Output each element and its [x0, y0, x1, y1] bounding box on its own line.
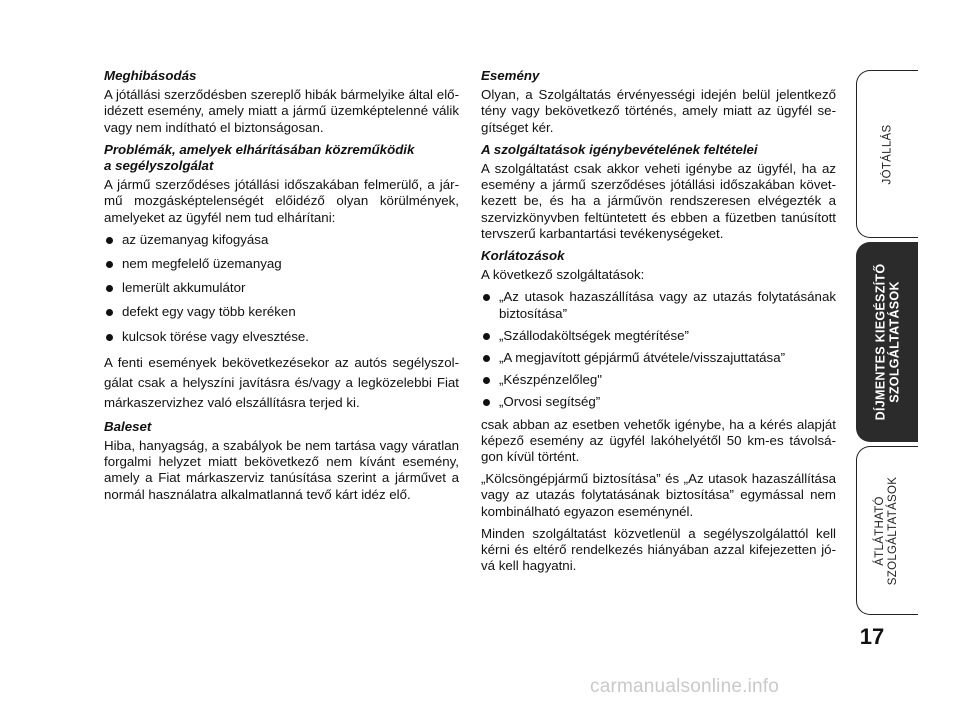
list-item: nem megfelelő üzemanyag: [104, 256, 459, 272]
chapter-tabs: [856, 70, 920, 615]
section-intro-korlatozasok: A következő szolgáltatások:: [481, 267, 645, 283]
bullet-icon: [106, 309, 113, 316]
bullet-icon: [106, 334, 113, 341]
right-column: [481, 68, 836, 580]
problem-list: [104, 232, 459, 345]
list-item: defekt egy vagy több keréken: [104, 304, 459, 320]
bullet-icon: [483, 399, 490, 406]
bullet-icon: [483, 333, 490, 340]
list-item: kulcsok törése vagy elvesztése.: [104, 329, 459, 345]
bullet-icon: [106, 237, 113, 244]
section-title-feltetelei: A szolgáltatások igénybevételének feltételei: [481, 141, 758, 157]
bullet-icon: [483, 355, 490, 362]
page-number: 17: [859, 624, 885, 649]
tab-dijmentes-szolgaltatasok[interactable]: [856, 242, 918, 442]
tab-jotallas[interactable]: [856, 70, 918, 238]
section-body-meghibasodas: A jótállási szerződésben szereplő hibák bármelyike által előidézett esemény, amely miatt a jármű üzemképtelenné válik vagy nem indítható el biztonságosan.: [104, 87, 459, 135]
section-after-problemak: A fenti események bekövetkezésekor az autós segélyszolgálat csak a helyszíni javításra és/vagy a legközelebbi Fiat márkaszervizhez való elszállításra terjed ki.: [104, 354, 459, 410]
section-title-korlatozasok: Korlátozások: [481, 248, 565, 264]
list-item: „Szállodaköltségek megtérítése”: [481, 328, 836, 344]
section-title-problemak: [104, 142, 459, 174]
left-column: [104, 68, 459, 509]
section-title-baleset: Baleset: [104, 418, 152, 434]
section-body-baleset: Hiba, hanyagság, a szabályok be nem tartása vagy váratlan forgalmi helyzet miatt bekövetkező nem kívánt esemény, amely a Fiat márkaszerviz tanúsítása szerint a járművet a normál használatra alkalmatlanná tevő kárt idéz elő.: [104, 438, 459, 502]
section-title-esemeny: Esemény: [481, 68, 540, 83]
list-item: „Készpénzelőleg": [481, 372, 836, 388]
section-body-problemak: A jármű szerződéses jótállási időszakában felmerülő, a jármű mozgásképtelenségét előidéző olyan körülmények, amelyeket az ügyfél nem tud elhárítani:: [104, 177, 459, 225]
korlatozasok-paragraph-2: „Kölcsöngépjármű biztosítása” és „Az utasok hazaszállítása vagy az utazás folytatásának biztosítása” egymással nem kombinálható egyazon eseménynél.: [481, 471, 836, 519]
tab-atlathato-label-line2: SZOLGÁLTATÁSOK: [887, 476, 900, 585]
list-item: az üzemanyag kifogyása: [104, 232, 459, 248]
section-title-problemak-line1: Problémák, amelyek elhárításában közreműködik: [104, 141, 415, 157]
list-item: „Orvosi segítség”: [481, 394, 836, 410]
bullet-icon: [483, 377, 490, 384]
bullet-icon: [106, 261, 113, 268]
watermark: carmanualsonline.info: [590, 676, 780, 697]
tab-dijmentes-label-line2: SZOLGÁLTATÁSOK: [887, 281, 902, 403]
bullet-icon: [106, 285, 113, 292]
section-title-problemak-line2: a segélyszolgálat: [104, 158, 214, 174]
tab-atlathato-szolgaltatasok[interactable]: [856, 446, 918, 615]
list-item: lemerült akkumulátor: [104, 280, 459, 296]
tab-dijmentes-label-line1: DÍJMENTES KIEGÉSZÍTŐ: [873, 263, 888, 421]
section-body-feltetelei: A szolgáltatást csak akkor veheti igénybe az ügyfél, ha az esemény a jármű szerződéses jótállási időszakában következett be, és ha a járművön rendszeresen elvégezték a szervizkönyvben feltüntetett és ebben a füzetben tanúsított tervszerű karbantartási tevékenységeket.: [481, 161, 836, 241]
tab-jotallas-label: JÓTÁLLÁS: [881, 124, 893, 184]
list-item: „A megjavított gépjármű átvétele/visszajuttatása”: [481, 350, 836, 366]
korlatozasok-paragraph-3: Minden szolgáltatást közvetlenül a segélyszolgálattól kell kérni és eltérő rendelkezés hiányában azzal kifejezetten jóvá kell hagyatni.: [481, 525, 836, 574]
section-body-esemeny: Olyan, a Szolgáltatás érvényességi idején belül jelentkező tény vagy bekövetkező történés, amely miatt az ügyfél segítséget kér.: [481, 87, 836, 135]
section-title-meghibasodas: Meghibásodás: [104, 68, 197, 83]
bullet-icon: [483, 294, 490, 301]
korlatozasok-paragraph-1: csak abban az esetben vehetők igénybe, ha a kérés alapját képező esemény az ügyfél lakóhelyétől 50 km-es távolságon kívül történt.: [481, 416, 836, 465]
list-item: „Az utasok hazaszállítása vagy az utazás folytatásának biztosítása”: [481, 289, 836, 321]
services-list: [481, 289, 836, 410]
tab-atlathato-label-line1: ÁTLÁTHATÓ: [874, 495, 887, 566]
